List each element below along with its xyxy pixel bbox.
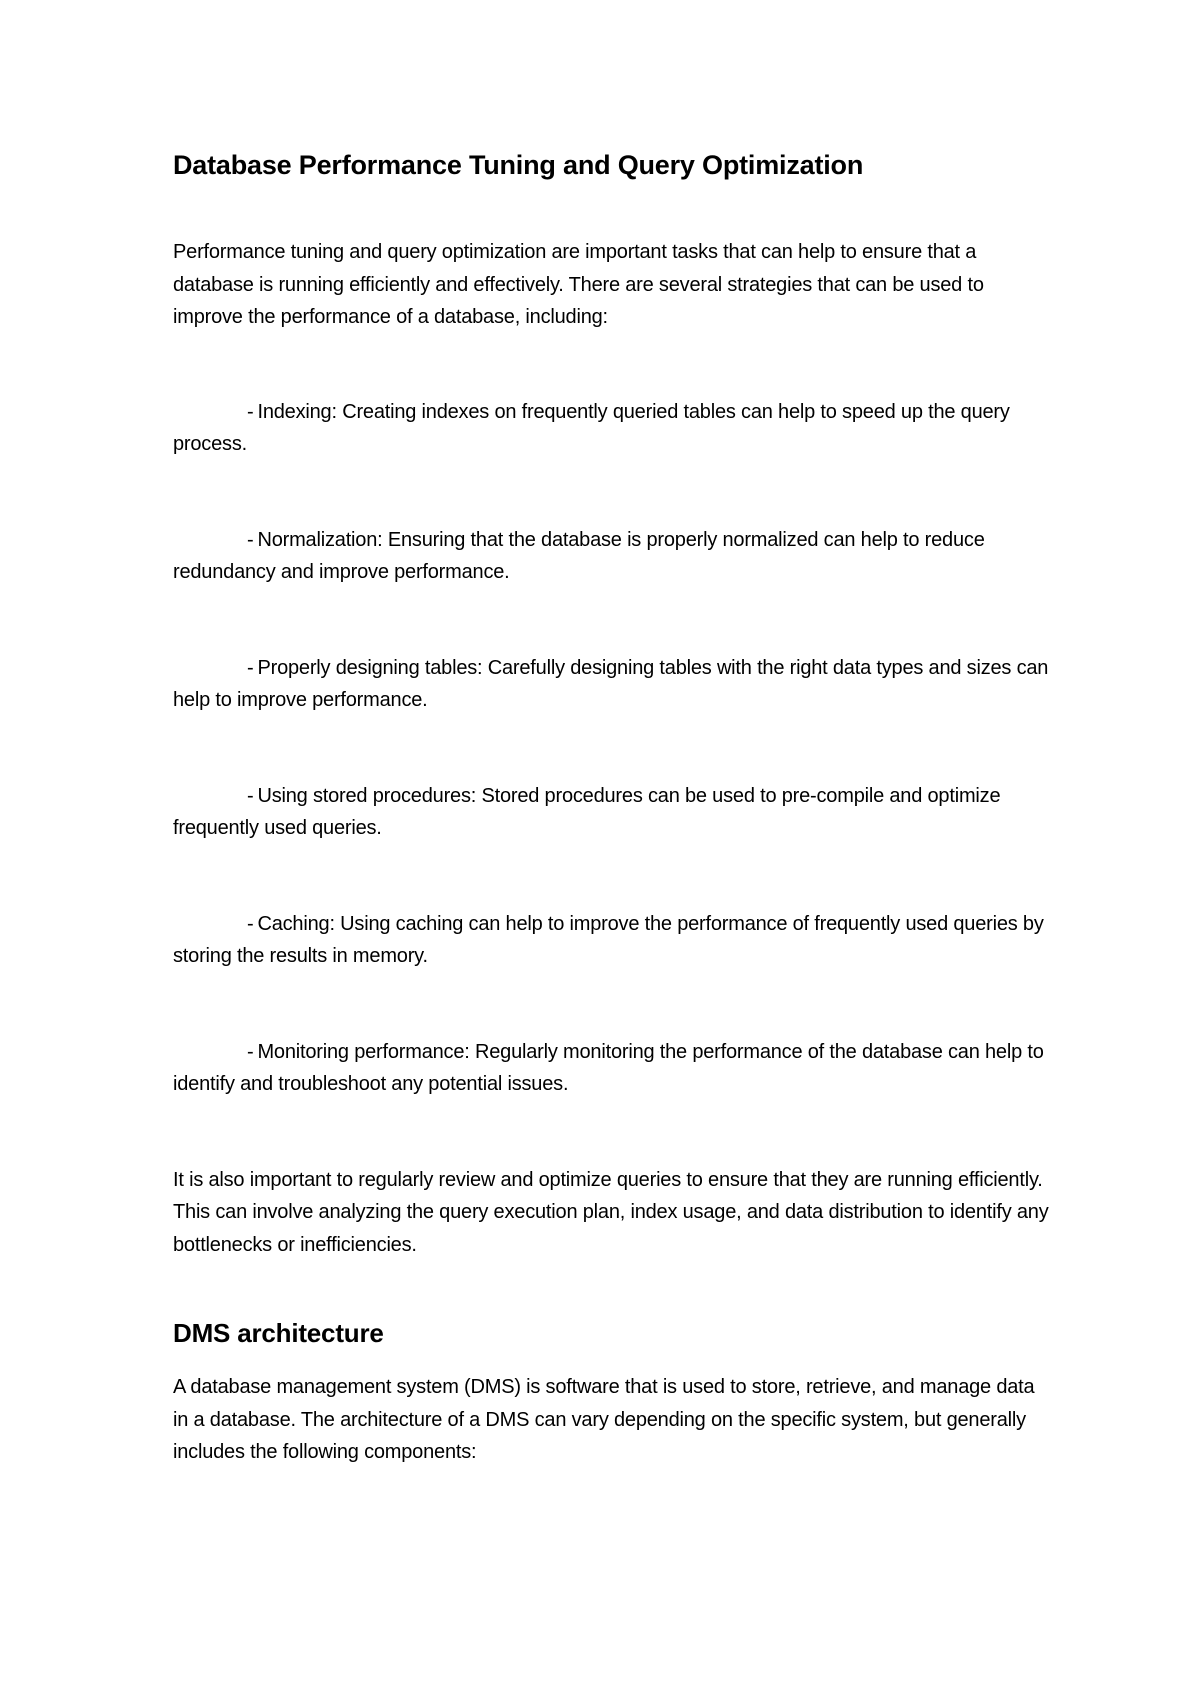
list-item <box>173 780 1053 845</box>
bullet-dash: - <box>247 656 254 679</box>
bullet-dash: - <box>247 912 254 935</box>
bullet-text: Indexing: Creating indexes on frequently queried tables can help to speed up the query process. <box>173 400 1010 455</box>
bullet-dash: - <box>247 784 254 807</box>
closing-paragraph: It is also important to regularly review and optimize queries to ensure that they are running efficiently. This can involve analyzing the query execution plan, index usage, and data distribution to identify any bottlenecks or inefficiencies. <box>173 1168 1049 1256</box>
list-item <box>173 908 1053 973</box>
bullet-dash: - <box>247 528 254 551</box>
list-item <box>173 652 1053 717</box>
list-item <box>173 1036 1053 1101</box>
section-heading: DMS architecture <box>173 1318 384 1348</box>
bullet-text: Using stored procedures: Stored procedures can be used to pre-compile and optimize frequently used queries. <box>173 784 1001 839</box>
bullet-text: Normalization: Ensuring that the database is properly normalized can help to reduce redundancy and improve performance. <box>173 528 985 583</box>
bullet-text: Properly designing tables: Carefully designing tables with the right data types and sizes can help to improve performance. <box>173 656 1049 711</box>
section-paragraph: A database management system (DMS) is software that is used to store, retrieve, and manage data in a database. The architecture of a DMS can vary depending on the specific system, but generally includes the following components: <box>173 1376 1035 1463</box>
bullet-text: Monitoring performance: Regularly monitoring the performance of the database can help to identify and troubleshoot any potential issues. <box>173 1040 1044 1095</box>
bullet-text: Caching: Using caching can help to improve the performance of frequently used queries by storing the results in memory. <box>173 912 1044 967</box>
list-item <box>173 396 1053 461</box>
strategy-list <box>173 396 1053 1101</box>
intro-paragraph: Performance tuning and query optimization are important tasks that can help to ensure that a database is running efficiently and effectively. There are several strategies that can be used to improve the performance of a database, including: <box>173 241 984 328</box>
document-title: Database Performance Tuning and Query Optimization <box>173 150 864 180</box>
list-item <box>173 524 1053 589</box>
bullet-dash: - <box>247 1040 254 1063</box>
document-content <box>173 146 1053 1469</box>
bullet-dash: - <box>247 400 254 423</box>
